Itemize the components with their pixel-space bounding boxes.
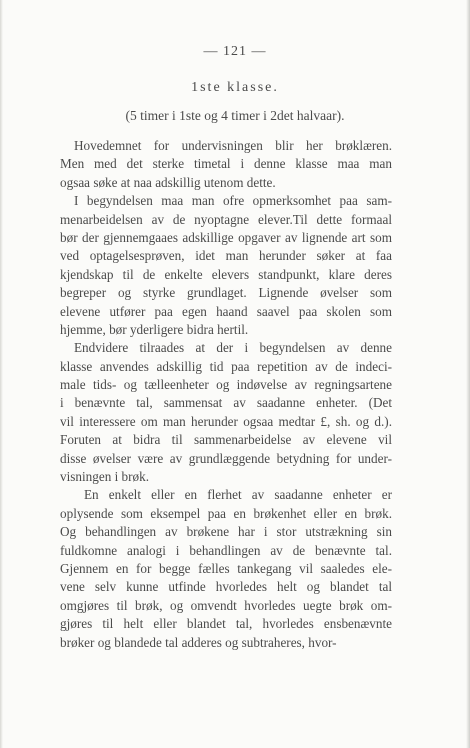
paragraph <box>60 192 392 339</box>
text-line: omgjøres til brøk, og omvendt hvorledes uegte brøk om- <box>60 597 392 613</box>
body-text <box>60 137 392 652</box>
text-line: bør der gjennemgaaes adskillige opgaver av lignende art som <box>60 229 392 245</box>
page-number: — 121 — <box>203 44 267 59</box>
text-line: disse øvelser være av grundlæggende betydning for under- <box>60 450 392 466</box>
text-line: hjemme, bør yderligere bidra hertil. <box>60 321 249 337</box>
text-line: Foruten at bidra til sammenarbeidelse av elevene vil <box>60 432 392 448</box>
text-line: Men med det sterke timetal i denne klasse maa man <box>60 156 392 172</box>
text-line: fuldkomne analogi i behandlingen av de benævnte tal. <box>60 542 392 558</box>
text-line: ogsaa søke at naa adskillig utenom dette. <box>60 174 276 190</box>
text-line: Og behandlingen av brøkene har i stor utstrækning sin <box>60 524 392 540</box>
text-line: oplysende som eksempel paa en brøkenhet eller en brøk. <box>60 505 392 521</box>
text-line: klasse anvendes adskillig tid paa repetition av de indeci- <box>60 358 392 374</box>
text-line: i benævnte tal, sammensat av saadanne enheter. (Det <box>60 395 392 411</box>
paragraph <box>60 339 392 486</box>
section-title: 1ste klasse. <box>191 80 279 95</box>
text-line: begreper og styrke grundlaget. Lignende øvelser som <box>60 285 392 301</box>
text-line: En enkelt eller en flerhet av saadanne enheter er <box>84 487 392 503</box>
paragraph <box>60 486 392 652</box>
text-line: vene selv kunne utfinde hvorledes helt og blandet tal <box>60 579 392 595</box>
text-line: ved optagelsesprøven, idet man herunder søker at faa <box>60 248 392 264</box>
text-line: vil interessere om man herunder ogsaa medtar £, sh. og d.). <box>60 413 392 429</box>
text-line: elevene utfører paa egen haand saavel paa skolen som <box>60 303 392 319</box>
text-line: brøker og blandede tal adderes og subtraheres, hvor- <box>60 634 337 650</box>
text-line: gjøres til helt eller blandet tal, hvorledes ensbenævnte <box>60 616 392 632</box>
text-line: menarbeidelsen av de nyoptagne elever.Til dette formaal <box>60 211 392 227</box>
section-subtitle: (5 timer i 1ste og 4 timer i 2det halvaar). <box>125 108 345 123</box>
text-line: Gjennem en for begge fælles tankegang vil saaledes ele- <box>60 560 392 576</box>
text-line: I begyndelsen maa man ofre opmerksomhet paa sam- <box>74 193 392 209</box>
text-line: male tids- og tælleenheter og indøvelse av regningsartene <box>60 377 392 393</box>
text-line: Endvidere tilraades at der i begyndelsen av denne <box>74 340 392 356</box>
text-line: kjendskap til de enkelte elevers standpunkt, klare deres <box>60 266 392 282</box>
paragraph <box>60 137 392 192</box>
text-line: Hovedemnet for undervisningen blir her brøklæren. <box>74 138 392 153</box>
text-line: visningen i brøk. <box>60 469 150 485</box>
